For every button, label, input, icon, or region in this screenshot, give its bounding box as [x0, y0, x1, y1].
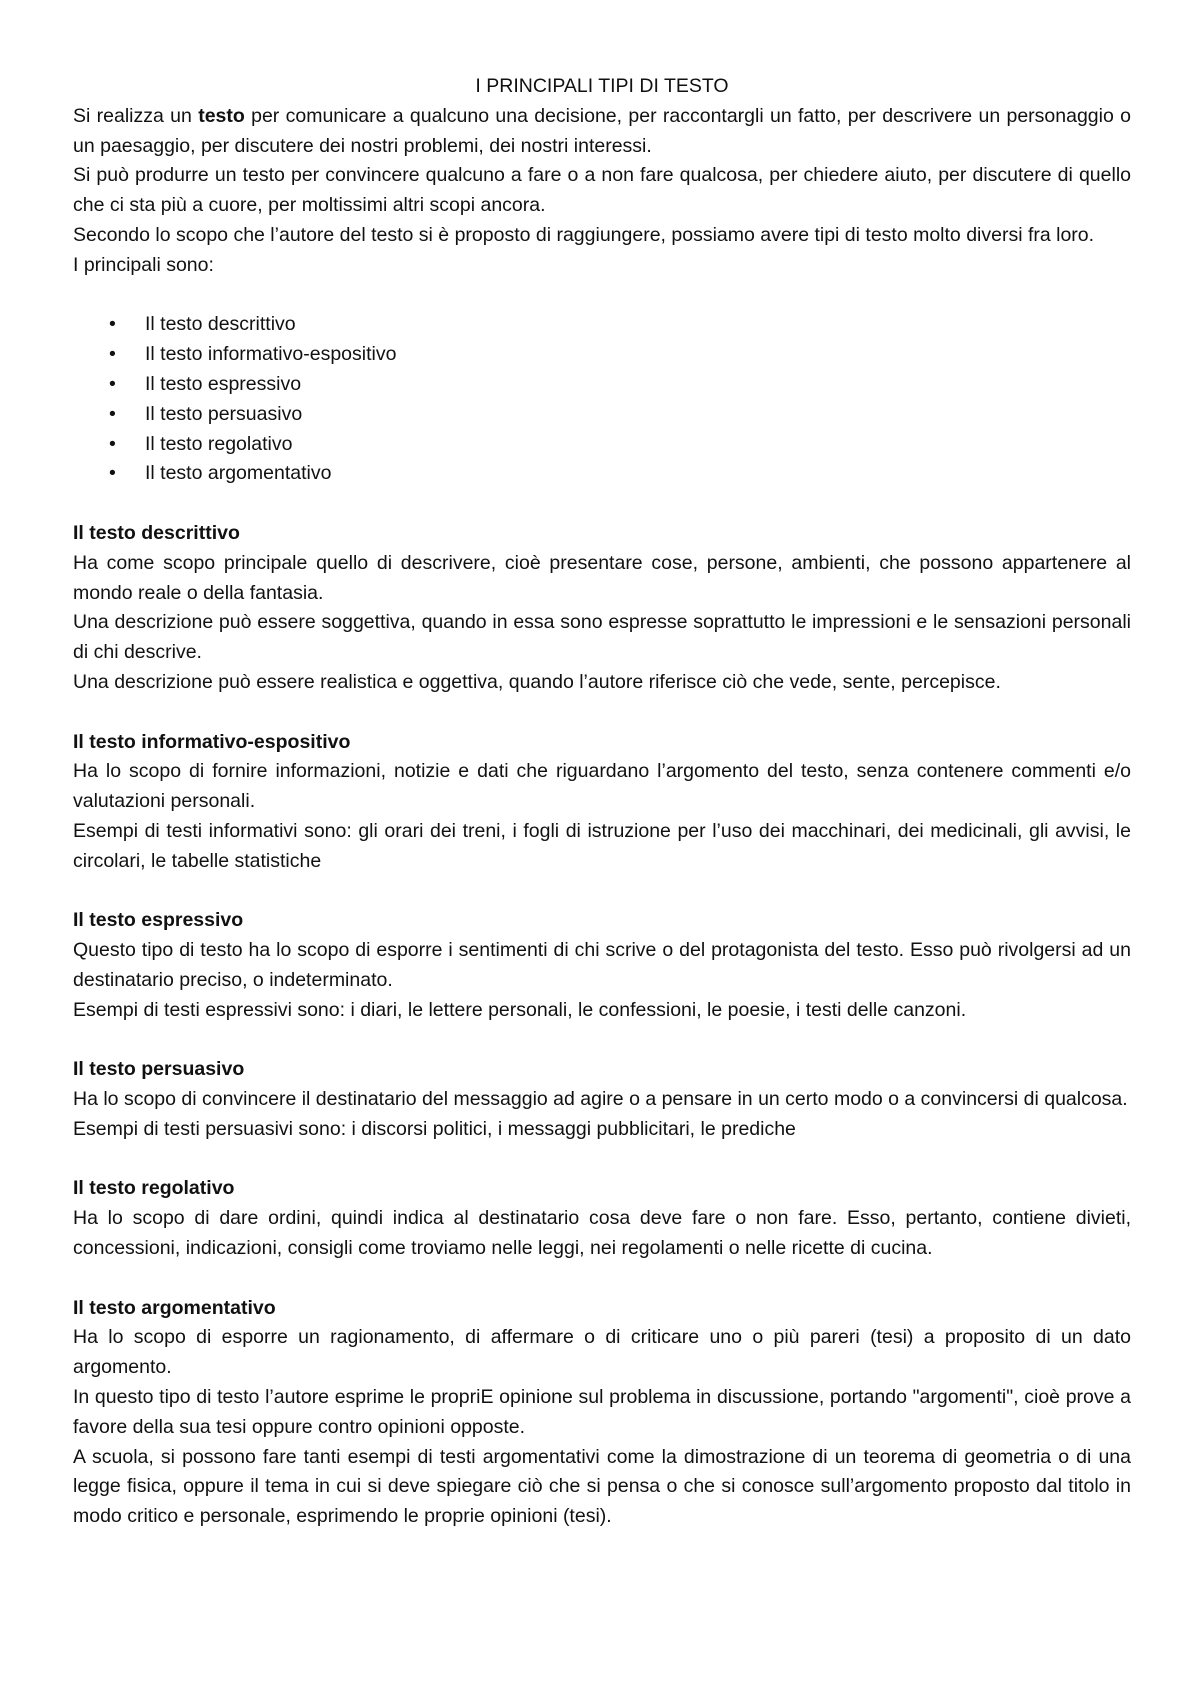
section-paragraph: Ha lo scopo di convincere il destinatario del messaggio ad agire o a pensare in un certo modo o a convincersi di qualcosa. [73, 1088, 1128, 1111]
bullet-icon: • [109, 402, 116, 425]
section-paragraph: Esempi di testi informativi sono: gli orari dei treni, i fogli di istruzione per l’uso dei macchinari, dei medicinali, gli avvisi, le circolari, le tabelle statistiche [73, 819, 1131, 872]
section-paragraph: Ha lo scopo di esporre un ragionamento, di affermare o di criticare uno o più pareri (tesi) a proposito di un dato argomento. [73, 1326, 1131, 1379]
spacer [73, 1026, 1131, 1056]
spacer [73, 1264, 1131, 1294]
section-paragraph: Questo tipo di testo ha lo scopo di esporre i sentimenti di chi scrive o del protagonista del testo. Esso può rivolgersi ad un destinatario preciso, o indeterminato. [73, 939, 1131, 991]
list-item-label: Il testo persuasivo [145, 402, 303, 425]
section-paragraph: Una descrizione può essere soggettiva, quando in essa sono espresse soprattutto le impressioni e le sensazioni personali di chi descrive. [73, 611, 1131, 664]
section-informativo [73, 728, 1131, 877]
section-paragraph: Esempi di testi espressivi sono: i diari, le lettere personali, le confessioni, le poesie, i testi delle canzoni. [73, 998, 967, 1021]
section-argomentativo [73, 1294, 1131, 1532]
section-paragraph: In questo tipo di testo l’autore esprime le propriE opinione sul problema in discussione, portando "argomenti", cioè prove a favore della sua tesi oppure contro opinioni opposte. [73, 1386, 1131, 1438]
bullet-icon: • [109, 313, 116, 336]
section-heading: Il testo informativo-espositivo [73, 730, 351, 753]
spacer [73, 489, 1131, 519]
intro-paragraph-1 [73, 102, 1131, 162]
section-heading: Il testo argomentativo [73, 1296, 276, 1319]
intro-text-after: per comunicare a qualcuno una decisione, per raccontargli un fatto, per descrivere un personaggio o un paesaggio, per discutere dei nostri problemi, dei nostri interessi. [73, 104, 1131, 157]
section-paragraph: Ha come scopo principale quello di descrivere, cioè presentare cose, persone, ambienti, che possono appartenere al mondo reale o della fantasia. [73, 551, 1131, 604]
list-item-label: Il testo argomentativo [145, 462, 332, 485]
spacer [73, 281, 1131, 311]
section-heading: Il testo espressivo [73, 909, 244, 932]
section-regolativo [73, 1174, 1131, 1263]
list-item-label: Il testo descrittivo [145, 313, 296, 336]
intro-text-before: Si realizza un [73, 104, 199, 127]
intro-paragraph-2: Si può produrre un testo per convincere qualcuno a fare o a non fare qualcosa, per chiedere aiuto, per discutere di quello che ci sta più a cuore, per moltissimi altri scopi ancora. [73, 164, 1131, 217]
section-paragraph: A scuola, si possono fare tanti esempi di testi argomentativi come la dimostrazione di un teorema di geometria o di una legge fisica, oppure il tema in cui si deve spiegare ciò che si pensa o che si conosce sull’argomento proposto dal titolo in modo critico e personale, esprimendo le proprie opinioni (tesi). [73, 1445, 1131, 1528]
section-paragraph: Ha lo scopo di fornire informazioni, notizie e dati che riguardano l’argomento del testo, senza contenere commenti e/o valutazioni personali. [73, 760, 1131, 813]
bullet-icon: • [109, 343, 116, 366]
text-types-list [73, 310, 1131, 489]
list-item-label: Il testo espressivo [145, 372, 302, 395]
section-heading: Il testo regolativo [73, 1177, 235, 1200]
intro-paragraph-4: I principali sono: [73, 253, 214, 276]
list-item [109, 340, 1131, 370]
spacer [73, 877, 1131, 907]
bullet-icon: • [109, 462, 116, 485]
spacer [73, 698, 1131, 728]
spacer [73, 1145, 1131, 1175]
section-persuasivo [73, 1055, 1131, 1144]
bullet-icon: • [109, 372, 116, 395]
section-descrittivo [73, 519, 1131, 698]
section-paragraph: Esempi di testi persuasivi sono: i discorsi politici, i messaggi pubblicitari, le prediche [73, 1117, 796, 1140]
list-item [109, 400, 1131, 430]
list-item [109, 310, 1131, 340]
section-paragraph: Una descrizione può essere realistica e oggettiva, quando l’autore riferisce ciò che vede, sente, percepisce. [73, 670, 1001, 693]
list-item [109, 459, 1131, 489]
intro-bold-word: testo [198, 104, 245, 127]
bullet-icon: • [109, 432, 116, 455]
intro-paragraph-3: Secondo lo scopo che l’autore del testo si è proposto di raggiungere, possiamo avere tipi di testo molto diversi fra loro. [73, 223, 1095, 246]
document-title: I PRINCIPALI TIPI DI TESTO [475, 75, 729, 97]
list-item [109, 430, 1131, 460]
section-espressivo [73, 906, 1131, 1025]
section-heading: Il testo descrittivo [73, 521, 240, 544]
section-paragraph: Ha lo scopo di dare ordini, quindi indica al destinatario cosa deve fare o non fare. Esso, pertanto, contiene divieti, concessioni, indicazioni, consigli come troviamo nelle leggi, nei regolamenti o nelle ricette di cucina. [73, 1207, 1131, 1260]
list-item-label: Il testo informativo-espositivo [145, 343, 397, 366]
list-item-label: Il testo regolativo [145, 432, 293, 455]
list-item [109, 370, 1131, 400]
section-heading: Il testo persuasivo [73, 1058, 245, 1081]
